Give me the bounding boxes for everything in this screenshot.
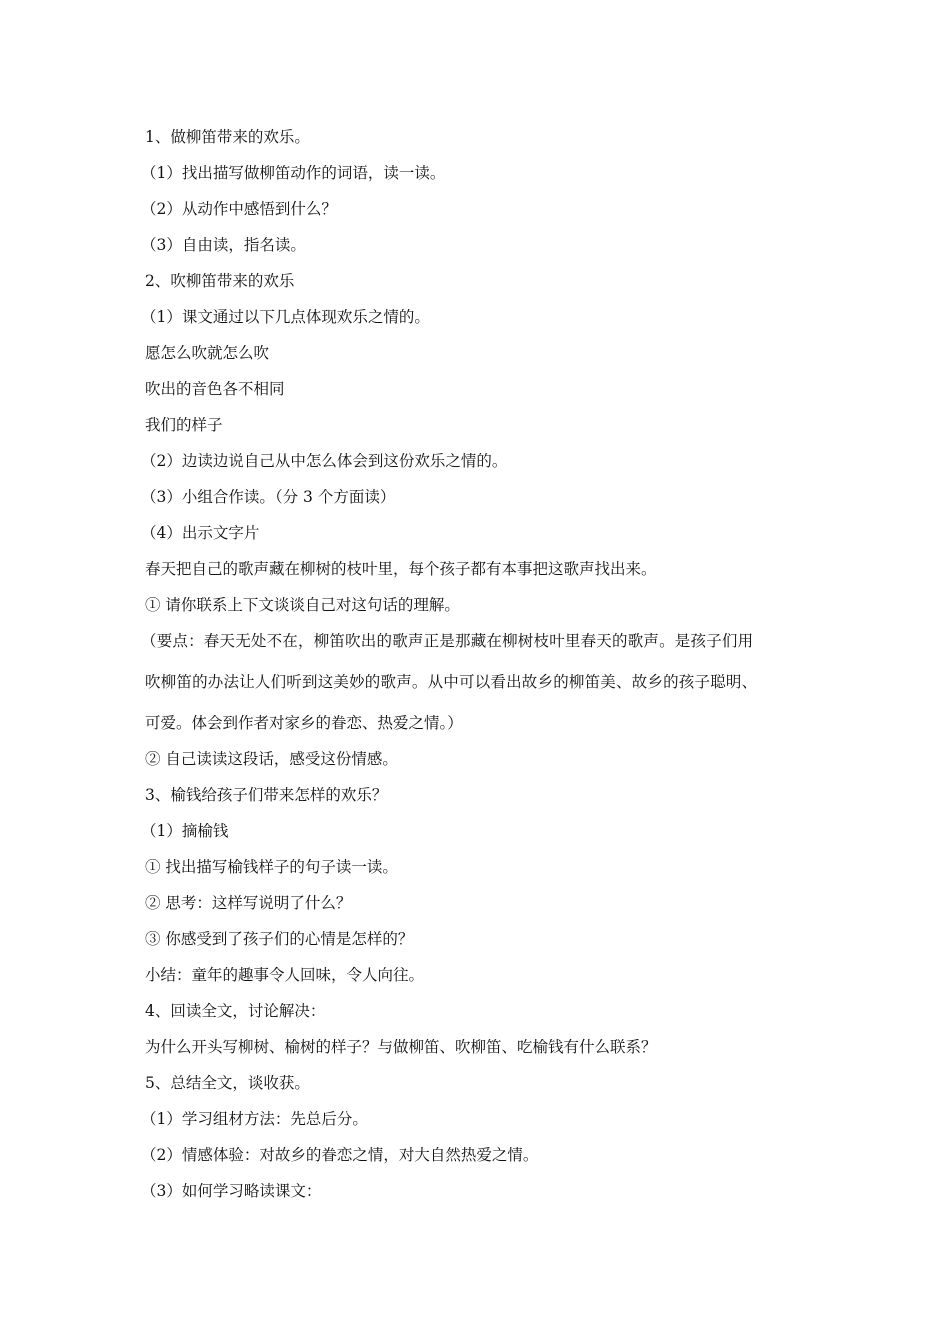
circle-item-3-3: ③ 你感受到了孩子们的心情是怎样的？ [145,930,414,948]
quote-sentence: 春天把自己的歌声藏在柳树的枝叶里，每个孩子都有本事把这歌声找出来。 [145,560,657,578]
point-2: 吹出的音色各不相同 [145,380,285,398]
discussion-question: 为什么开头写柳树、榆树的样子？与做柳笛、吹柳笛、吃榆钱有什么联系？ [145,1038,657,1056]
heading-1: 1、做柳笛带来的欢乐。 [145,128,310,146]
circle-item-2: ② 自己读读这段话，感受这份情感。 [145,750,398,768]
item-1-3: （3）自由读，指名读。 [141,236,306,254]
item-3-1: （1）摘榆钱 [141,822,229,840]
item-2-3: （3）小组合作读。（分 3 个方面读） [141,488,396,506]
item-1-2: （2）从动作中感悟到什么？ [141,200,337,218]
item-2-4: （4）出示文字片 [141,524,260,542]
key-points-line-2: 吹柳笛的办法让人们听到这美妙的歌声。从中可以看出故乡的柳笛美、故乡的孩子聪明、 [145,673,758,691]
circle-item-1: ① 请你联系上下文谈谈自己对这句话的理解。 [145,596,460,614]
point-1: 愿怎么吹就怎么吹 [145,344,270,362]
item-5-1: （1）学习组材方法：先总后分。 [141,1110,368,1128]
circle-item-3-2: ② 思考：这样写说明了什么？ [145,894,352,912]
summary-line: 小结：童年的趣事令人回味，令人向往。 [145,966,425,984]
heading-3: 3、榆钱给孩子们带来怎样的欢乐？ [145,786,388,804]
point-3: 我们的样子 [145,416,223,434]
item-2-1: （1）课文通过以下几点体现欢乐之情的。 [141,308,430,326]
heading-5: 5、总结全文，谈收获。 [145,1074,310,1092]
item-5-2: （2）情感体验：对故乡的眷恋之情，对大自然热爱之情。 [141,1146,539,1164]
item-5-3: （3）如何学习略读课文： [141,1182,322,1200]
heading-4: 4、回读全文，讨论解决： [145,1002,326,1020]
key-points-line-3: 可爱。体会到作者对家乡的眷恋、热爱之情。） [145,714,463,732]
circle-item-3-1: ① 找出描写榆钱样子的句子读一读。 [145,858,398,876]
heading-2: 2、吹柳笛带来的欢乐 [145,272,295,290]
item-2-2: （2）边读边说自己从中怎么体会到这份欢乐之情的。 [141,452,508,470]
key-points-line-1: （要点：春天无处不在，柳笛吹出的歌声正是那藏在柳树枝叶里春天的歌声。是孩子们用 [141,632,754,650]
item-1-1: （1）找出描写做柳笛动作的词语，读一读。 [141,164,446,182]
